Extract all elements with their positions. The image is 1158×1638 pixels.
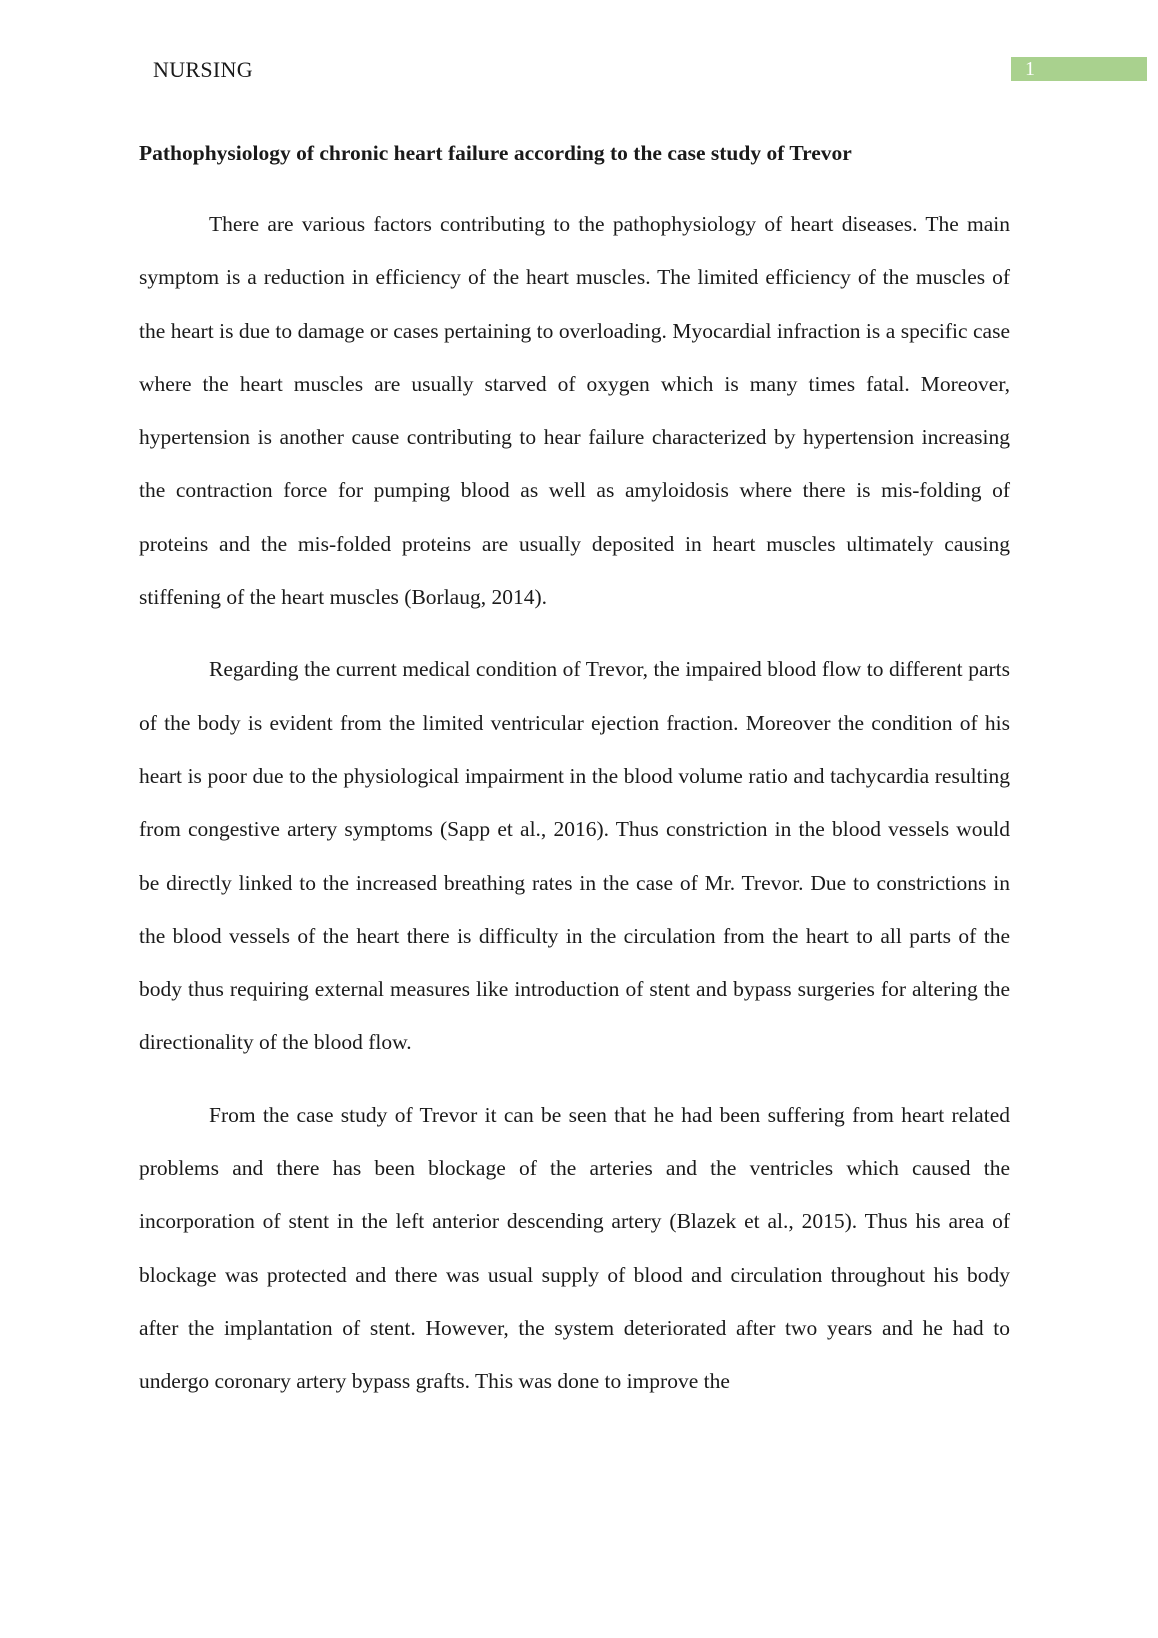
document-body xyxy=(139,133,1010,1428)
body-paragraph: There are various factors contributing to the pathophysiology of heart diseases. The main symptom is a reduction in efficiency of the heart muscles. The limited efficiency of the muscles of the heart is due to damage or cases pertaining to overloading. Myocardial infraction is a specific case where the heart muscles are usually starved of oxygen which is many times fatal. Moreover, hypertension is another cause contributing to hear failure characterized by hypertension increasing the contraction force for pumping blood as well as amyloidosis where there is mis-folding of proteins and the mis-folded proteins are usually deposited in heart muscles ultimately causing stiffening of the heart muscles (Borlaug, 2014). xyxy=(139,212,1010,610)
body-paragraph: From the case study of Trevor it can be seen that he had been suffering from heart related problems and there has been blockage of the arteries and the ventricles which caused the incorporation of stent in the left anterior descending artery (Blazek et al., 2015). Thus his area of blockage was protected and there was usual supply of blood and circulation throughout his body after the implantation of stent. However, the system deteriorated after two years and he had to undergo coronary artery bypass grafts. This was done to improve the xyxy=(139,1102,1010,1394)
body-paragraph: Regarding the current medical condition of Trevor, the impaired blood flow to different parts of the body is evident from the limited ventricular ejection fraction. Moreover the condition of his heart is poor due to the physiological impairment in the blood volume ratio and tachycardia resulting from congestive artery symptoms (Sapp et al., 2016). Thus constriction in the blood vessels would be directly linked to the increased breathing rates in the case of Mr. Trevor. Due to constrictions in the blood vessels of the heart there is difficulty in the circulation from the heart to all parts of the body thus requiring external measures like introduction of stent and bypass surgeries for altering the directionality of the blood flow. xyxy=(139,657,1010,1055)
page-number-badge: 1 xyxy=(1011,57,1147,81)
section-heading: Pathophysiology of chronic heart failure according to the case study of Trevor xyxy=(139,141,852,165)
running-head: NURSING xyxy=(153,57,253,82)
